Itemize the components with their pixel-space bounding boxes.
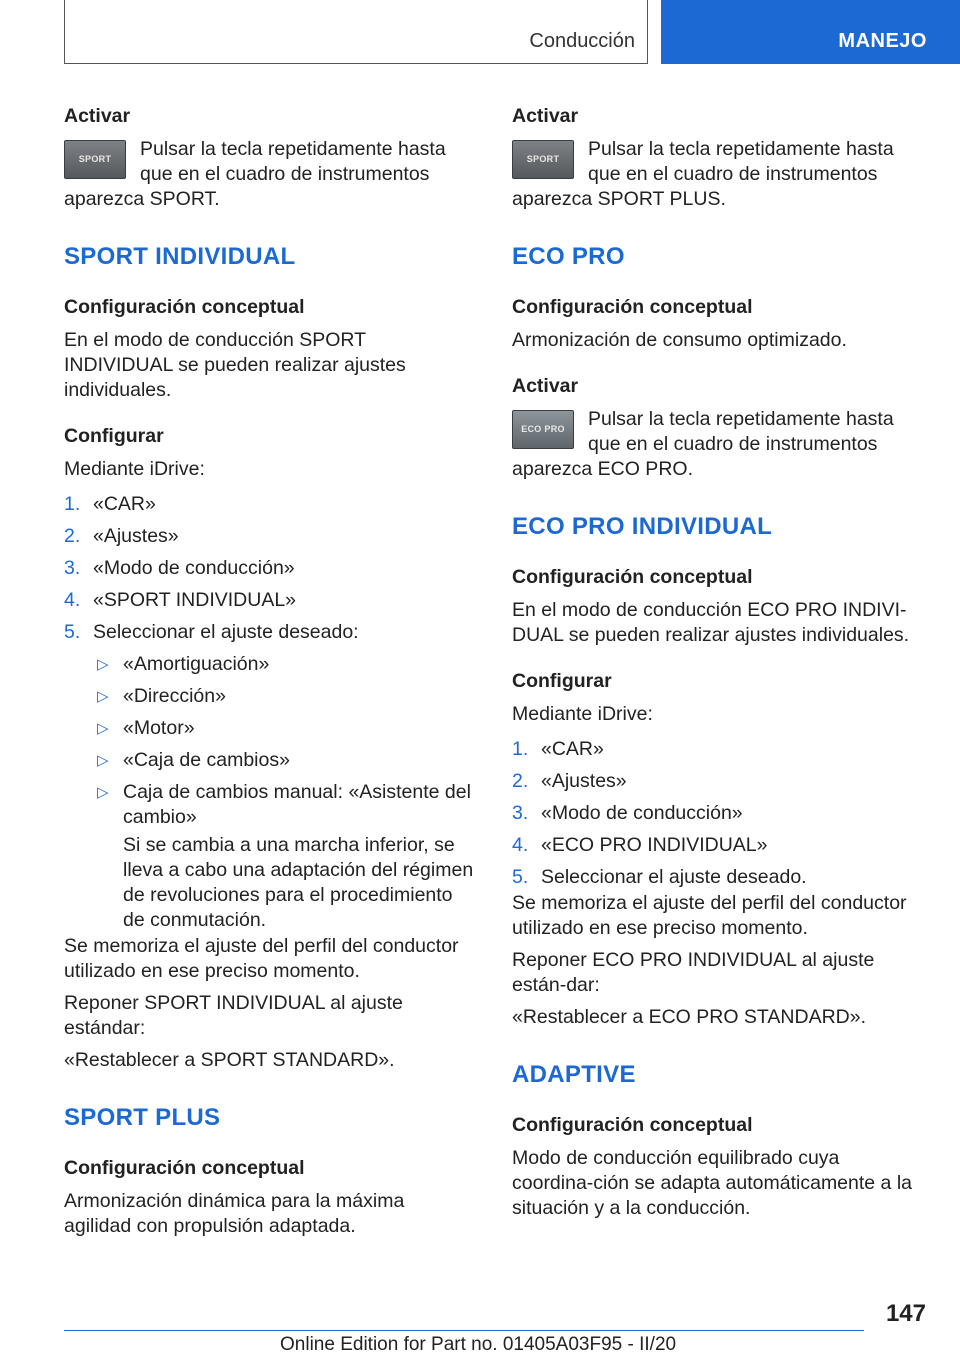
- section-tab[interactable]: [661, 0, 960, 64]
- concept-text: En el modo de conducción ECO PRO INDIVI‐DUAL se pueden realizar ajustes individuales.: [512, 599, 910, 646]
- triangle-bullet-icon: ▷: [97, 752, 109, 769]
- triangle-bullet-icon: ▷: [97, 784, 109, 801]
- section-tab-label: MANEJO: [838, 30, 927, 52]
- chapter-title: Conducción: [529, 30, 635, 52]
- section-title-adaptive: ADAPTIVE: [512, 1061, 636, 1088]
- section-title-eco-pro: ECO PRO: [512, 243, 625, 270]
- edition-footer[interactable]: Online Edition for Part no. 01405A03F95 - II/20: [280, 1334, 677, 1355]
- eco-pro-button-icon: ECO PRO: [512, 410, 574, 449]
- left-column: [64, 103, 474, 1246]
- configure-intro: Mediante iDrive:: [512, 703, 653, 725]
- concept-heading: Configuración conceptual: [64, 1157, 305, 1179]
- page-number: 147: [885, 1300, 926, 1327]
- concept-heading: Configuración conceptual: [64, 296, 305, 318]
- concept-text: Armonización dinámica para la máxima agilidad con propulsión adaptada.: [64, 1190, 405, 1237]
- list-item: ▷ «Amortiguación»: [97, 653, 270, 675]
- concept-heading: Configuración conceptual: [512, 296, 753, 318]
- triangle-bullet-icon: ▷: [97, 656, 109, 673]
- memo-text: Se memoriza el ajuste del perfil del conductor utilizado en ese preciso momento.: [512, 892, 907, 939]
- triangle-bullet-icon: ▷: [97, 720, 109, 737]
- list-item: 3. «Modo de conducción»: [64, 557, 295, 579]
- steps-list: [512, 737, 924, 890]
- section-title-sport-plus: SPORT PLUS: [64, 1104, 221, 1131]
- reset-menu-text: «Restablecer a ECO PRO STANDARD».: [512, 1006, 866, 1028]
- right-column: [512, 103, 924, 1228]
- options-list: [64, 652, 474, 933]
- section-title-eco-pro-individual: ECO PRO INDIVIDUAL: [512, 513, 773, 540]
- activate-text: Pulsar la tecla repetidamente hasta que en el cuadro de instrumentos aparezca SPORT.: [64, 138, 446, 210]
- list-item: 5. Seleccionar el ajuste deseado: ▷ «Amortiguación» ▷ «Dirección» ▷ «Motor» ▷ «Caja de cambios» ▷ Caja de cambios manual: «Asistente del cambio» Si se cambia a una marcha inferior, se lleva a cabo una adaptación del régimen de revoluciones para el procedimiento de conmutación.: [64, 621, 474, 931]
- concept-heading: Configuración conceptual: [512, 566, 753, 588]
- activate-text: Pulsar la tecla repetidamente hasta que en el cuadro de instrumentos aparezca SPORT PLUS.: [512, 138, 894, 210]
- reset-menu-text: «Restablecer a SPORT STANDARD».: [64, 1049, 395, 1071]
- list-item: ▷ Caja de cambios manual: «Asistente del cambio» Si se cambia a una marcha inferior, se lleva a cabo una adaptación del régimen de revoluciones para el procedimiento de conmutación.: [97, 781, 474, 931]
- list-item: 1. «CAR»: [64, 493, 156, 515]
- configure-heading: Configurar: [64, 425, 164, 447]
- reset-text: Reponer SPORT INDIVIDUAL al ajuste estándar:: [64, 992, 403, 1039]
- list-item: 4. «SPORT INDIVIDUAL»: [64, 589, 297, 611]
- list-item: 4. «ECO PRO INDIVIDUAL»: [512, 834, 768, 856]
- activate-paragraph: [64, 137, 474, 212]
- list-item: 5. Seleccionar el ajuste deseado.: [512, 866, 807, 888]
- concept-heading: Configuración conceptual: [512, 1114, 753, 1136]
- steps-list: [64, 492, 474, 933]
- list-item: ▷ «Caja de cambios»: [97, 749, 290, 771]
- sport-button-icon: SPORT: [64, 140, 126, 179]
- list-item: 2. «Ajustes»: [512, 770, 627, 792]
- triangle-bullet-icon: ▷: [97, 688, 109, 705]
- list-item: 2. «Ajustes»: [64, 525, 179, 547]
- configure-intro: Mediante iDrive:: [64, 458, 205, 480]
- list-item: 3. «Modo de conducción»: [512, 802, 743, 824]
- activate-heading: Activar: [512, 375, 579, 397]
- reset-text: Reponer ECO PRO INDIVIDUAL al ajuste están‐dar:: [512, 949, 875, 996]
- activate-text: Pulsar la tecla repetidamente hasta que en el cuadro de instrumentos aparezca ECO PRO.: [512, 408, 894, 480]
- sport-button-icon: SPORT: [512, 140, 574, 179]
- list-item: ▷ «Motor»: [97, 717, 195, 739]
- header-box: [64, 0, 648, 64]
- configure-heading: Configurar: [512, 670, 612, 692]
- options-note: Si se cambia a una marcha inferior, se lleva a cabo una adaptación del régimen de revoluciones para el procedimiento de conmutación.: [123, 834, 474, 931]
- concept-text: En el modo de conducción SPORT INDIVIDUAL se pueden realizar ajustes individuales.: [64, 329, 406, 401]
- concept-text: Armonización de consumo optimizado.: [512, 329, 847, 351]
- list-item: ▷ «Dirección»: [97, 685, 226, 707]
- list-item: 1. «CAR»: [512, 738, 604, 760]
- section-title-sport-individual: SPORT INDIVIDUAL: [64, 243, 296, 270]
- activate-heading: Activar: [512, 105, 579, 127]
- activate-paragraph: [512, 407, 924, 482]
- concept-text: Modo de conducción equilibrado cuya coordina‐ción se adapta automáticamente a la situación y a la conducción.: [512, 1147, 912, 1219]
- activate-heading: Activar: [64, 105, 131, 127]
- activate-paragraph: [512, 137, 924, 212]
- footer-divider: [64, 1330, 864, 1331]
- memo-text: Se memoriza el ajuste del perfil del conductor utilizado en ese preciso momento.: [64, 935, 459, 982]
